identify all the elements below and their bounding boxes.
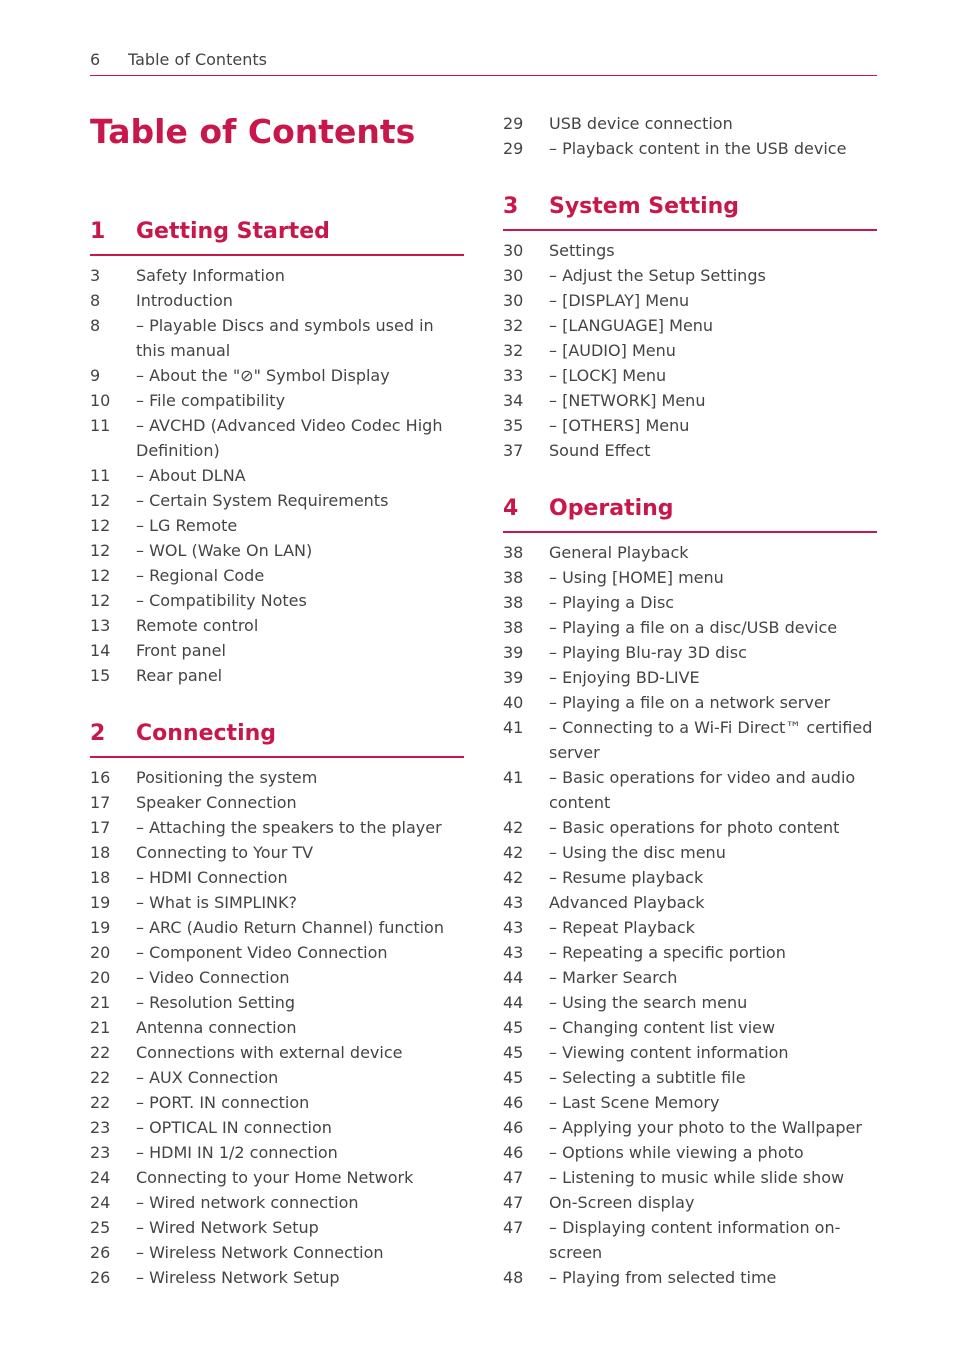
toc-entry-text: – Marker Search	[549, 968, 678, 987]
toc-entry-text: – Wired network connection	[136, 1193, 359, 1212]
toc-entry[interactable]	[503, 136, 877, 161]
toc-entry-text: Antenna connection	[136, 1018, 297, 1037]
toc-entry[interactable]	[503, 890, 877, 915]
toc-entry-text: On-Screen display	[549, 1193, 695, 1212]
toc-page-number: 20	[90, 968, 111, 987]
toc-entry[interactable]	[90, 1115, 464, 1140]
toc-entry-text: – Playing a file on a network server	[549, 693, 831, 712]
toc-entry-text: – Enjoying BD-LIVE	[549, 668, 700, 687]
toc-page-number: 38	[503, 618, 524, 637]
toc-page-number: 43	[503, 943, 524, 962]
toc-entry-text: – [AUDIO] Menu	[549, 341, 676, 360]
toc-entry[interactable]	[90, 990, 464, 1015]
toc-entry[interactable]	[90, 563, 464, 588]
toc-entry[interactable]	[90, 790, 464, 815]
toc-entry-text: – Basic operations for video and audio content	[549, 768, 856, 812]
toc-entry[interactable]	[503, 338, 877, 363]
toc-page-number: 17	[90, 793, 111, 812]
toc-entry-text: Connecting to your Home Network	[136, 1168, 414, 1187]
toc-entry-text: – ARC (Audio Return Channel) function	[136, 918, 444, 937]
toc-entry-text: – Connecting to a Wi-Fi Direct™ certified server	[549, 718, 873, 762]
toc-page-number: 23	[90, 1143, 111, 1162]
toc-section-connecting	[90, 719, 464, 1290]
section-heading	[90, 217, 464, 256]
toc-entry[interactable]	[503, 413, 877, 438]
toc-entry[interactable]	[503, 940, 877, 965]
toc-entry-text: Speaker Connection	[136, 793, 297, 812]
toc-entry-text: – Repeating a specific portion	[549, 943, 786, 962]
toc-entry-text: – AUX Connection	[136, 1068, 279, 1087]
toc-entry-text: – About DLNA	[136, 466, 246, 485]
toc-page-number: 11	[90, 466, 111, 485]
toc-entry[interactable]	[503, 665, 877, 690]
toc-entry[interactable]	[503, 965, 877, 990]
toc-page-number: 20	[90, 943, 111, 962]
toc-entry[interactable]	[90, 840, 464, 865]
toc-entry-text: – Certain System Requirements	[136, 491, 389, 510]
section-number: 4	[503, 496, 519, 521]
toc-page-number: 44	[503, 968, 524, 987]
toc-entry-list	[503, 111, 877, 161]
toc-page-number: 46	[503, 1093, 524, 1112]
toc-entry-text: Sound Effect	[549, 441, 651, 460]
section-number: 3	[503, 194, 519, 219]
toc-entry-text: – LG Remote	[136, 516, 238, 535]
toc-page-number: 12	[90, 566, 111, 585]
toc-entry[interactable]	[90, 765, 464, 790]
toc-page-number: 29	[503, 114, 524, 133]
toc-entry-text: – Playback content in the USB device	[549, 139, 847, 158]
toc-entry[interactable]	[90, 1165, 464, 1190]
toc-entry-text: – HDMI IN 1/2 connection	[136, 1143, 338, 1162]
toc-page-number: 3	[90, 266, 101, 285]
toc-page-number: 22	[90, 1093, 111, 1112]
toc-page-number: 43	[503, 918, 524, 937]
toc-page-number: 12	[90, 541, 111, 560]
toc-entry[interactable]	[90, 865, 464, 890]
toc-entry[interactable]	[90, 488, 464, 513]
toc-entry-text: – Compatibility Notes	[136, 591, 307, 610]
toc-entry[interactable]	[503, 840, 877, 865]
toc-entry-text: Front panel	[136, 641, 226, 660]
toc-entry[interactable]	[90, 915, 464, 940]
toc-entry-text: – Adjust the Setup Settings	[549, 266, 766, 285]
toc-page-number: 37	[503, 441, 524, 460]
toc-entry[interactable]	[90, 288, 464, 313]
toc-entry-list	[503, 238, 877, 463]
toc-entry[interactable]	[503, 1215, 877, 1265]
toc-entry-text: – Last Scene Memory	[549, 1093, 720, 1112]
toc-entry-text: – [NETWORK] Menu	[549, 391, 706, 410]
toc-entry[interactable]	[503, 765, 877, 815]
toc-page-number: 47	[503, 1193, 524, 1212]
section-title: Operating	[549, 496, 674, 521]
toc-page-number: 12	[90, 516, 111, 535]
toc-entry[interactable]	[90, 815, 464, 840]
toc-page-number: 39	[503, 643, 524, 662]
toc-entry-text: – Regional Code	[136, 566, 265, 585]
toc-section-operating	[503, 494, 877, 1290]
toc-entry[interactable]	[503, 288, 877, 313]
toc-entry-text: Positioning the system	[136, 768, 318, 787]
toc-entry[interactable]	[90, 313, 464, 363]
toc-entry-text: Advanced Playback	[549, 893, 705, 912]
toc-entry[interactable]	[90, 388, 464, 413]
toc-entry[interactable]	[90, 965, 464, 990]
toc-entry-text: Rear panel	[136, 666, 223, 685]
toc-entry-text: Remote control	[136, 616, 259, 635]
toc-entry[interactable]	[90, 1140, 464, 1165]
toc-page-number: 23	[90, 1118, 111, 1137]
section-heading	[90, 719, 464, 758]
toc-page-number: 9	[90, 366, 101, 385]
toc-entry[interactable]	[503, 690, 877, 715]
toc-page-number: 47	[503, 1218, 524, 1237]
toc-page-number: 40	[503, 693, 524, 712]
toc-continued-entries	[503, 111, 877, 161]
toc-entry-text: – Attaching the speakers to the player	[136, 818, 442, 837]
toc-entry[interactable]	[90, 1065, 464, 1090]
toc-page-number: 43	[503, 893, 524, 912]
toc-page-number: 45	[503, 1068, 524, 1087]
toc-entry-text: – Applying your photo to the Wallpaper	[549, 1118, 862, 1137]
toc-page-number: 24	[90, 1168, 111, 1187]
toc-page-number: 44	[503, 993, 524, 1012]
toc-entry[interactable]	[90, 1240, 464, 1265]
toc-entry-text: – Playing Blu-ray 3D disc	[549, 643, 747, 662]
toc-entry[interactable]	[503, 640, 877, 665]
toc-entry-text: – Resolution Setting	[136, 993, 296, 1012]
toc-entry[interactable]	[90, 1265, 464, 1290]
toc-entry[interactable]	[503, 1165, 877, 1190]
toc-page-number: 24	[90, 1193, 111, 1212]
toc-entry[interactable]	[503, 238, 877, 263]
toc-page-number: 32	[503, 341, 524, 360]
toc-page-number: 30	[503, 291, 524, 310]
page-header	[90, 48, 877, 76]
toc-page-number: 12	[90, 591, 111, 610]
toc-page-number: 38	[503, 568, 524, 587]
toc-page-number: 35	[503, 416, 524, 435]
section-heading	[503, 494, 877, 533]
toc-entry[interactable]	[90, 513, 464, 538]
toc-page-number: 42	[503, 818, 524, 837]
toc-page-number: 19	[90, 918, 111, 937]
toc-page-number: 17	[90, 818, 111, 837]
toc-page-number: 29	[503, 139, 524, 158]
toc-entry[interactable]	[503, 1140, 877, 1165]
toc-page-number: 21	[90, 1018, 111, 1037]
toc-page-number: 45	[503, 1043, 524, 1062]
toc-entry[interactable]	[503, 1015, 877, 1040]
toc-entry-text: – Using the disc menu	[549, 843, 726, 862]
toc-page-number: 14	[90, 641, 111, 660]
toc-entry[interactable]	[503, 438, 877, 463]
toc-entry[interactable]	[90, 1040, 464, 1065]
toc-entry[interactable]	[90, 1215, 464, 1240]
toc-page-number: 33	[503, 366, 524, 385]
toc-page-number: 19	[90, 893, 111, 912]
page-number: 6	[90, 50, 101, 69]
toc-entry-text: Connecting to Your TV	[136, 843, 314, 862]
toc-page-number: 41	[503, 768, 524, 787]
toc-entry[interactable]	[503, 1065, 877, 1090]
toc-page-number: 15	[90, 666, 111, 685]
toc-entry-text: – Listening to music while slide show	[549, 1168, 845, 1187]
toc-page-number: 26	[90, 1243, 111, 1262]
toc-page-number: 11	[90, 416, 111, 435]
toc-entry-text: – [LANGUAGE] Menu	[549, 316, 714, 335]
toc-entry[interactable]	[503, 540, 877, 565]
toc-entry[interactable]	[503, 715, 877, 765]
toc-page-number: 26	[90, 1268, 111, 1287]
toc-page-number: 38	[503, 543, 524, 562]
toc-page-number: 8	[90, 291, 101, 310]
toc-entry-text: – Resume playback	[549, 868, 704, 887]
toc-entry-text: – Basic operations for photo content	[549, 818, 840, 837]
toc-page-number: 8	[90, 316, 101, 335]
toc-entry-text: – HDMI Connection	[136, 868, 288, 887]
toc-entry-text: – Repeat Playback	[549, 918, 695, 937]
toc-entry[interactable]	[503, 915, 877, 940]
toc-entry-text: Introduction	[136, 291, 233, 310]
toc-page-number: 18	[90, 868, 111, 887]
toc-entry-text: – [LOCK] Menu	[549, 366, 667, 385]
toc-entry-text: – What is SIMPLINK?	[136, 893, 297, 912]
toc-entry[interactable]	[503, 1115, 877, 1140]
toc-entry-text: – Using the search menu	[549, 993, 748, 1012]
toc-entry-text: – WOL (Wake On LAN)	[136, 541, 313, 560]
toc-entry-text: – Wireless Network Connection	[136, 1243, 384, 1262]
toc-entry[interactable]	[503, 815, 877, 840]
toc-entry[interactable]	[503, 1090, 877, 1115]
toc-entry-text: – Component Video Connection	[136, 943, 388, 962]
toc-entry-text: Safety Information	[136, 266, 285, 285]
toc-page-number: 21	[90, 993, 111, 1012]
toc-page-number: 45	[503, 1018, 524, 1037]
toc-entry-text: – Playing from selected time	[549, 1268, 777, 1287]
toc-entry[interactable]	[503, 1265, 877, 1290]
toc-page-number: 46	[503, 1118, 524, 1137]
toc-entry-text: – AVCHD (Advanced Video Codec High Definition)	[136, 416, 443, 460]
toc-entry-text: – Selecting a subtitle file	[549, 1068, 746, 1087]
toc-entry[interactable]	[90, 1015, 464, 1040]
toc-page-number: 46	[503, 1143, 524, 1162]
toc-entry[interactable]	[503, 990, 877, 1015]
toc-entry-list	[90, 765, 464, 1290]
section-title: Connecting	[136, 721, 277, 746]
toc-entry-text: Connections with external device	[136, 1043, 403, 1062]
toc-page-number: 30	[503, 266, 524, 285]
toc-entry[interactable]	[503, 1040, 877, 1065]
toc-page-number: 42	[503, 843, 524, 862]
toc-entry[interactable]	[90, 538, 464, 563]
section-number: 1	[90, 219, 106, 244]
toc-entry[interactable]	[503, 263, 877, 288]
toc-page-number: 12	[90, 491, 111, 510]
toc-entry[interactable]	[503, 590, 877, 615]
toc-entry[interactable]	[503, 615, 877, 640]
toc-entry-text: – [OTHERS] Menu	[549, 416, 690, 435]
toc-entry-text: – Wired Network Setup	[136, 1218, 319, 1237]
toc-entry[interactable]	[90, 1090, 464, 1115]
section-heading	[503, 192, 877, 231]
toc-page-number: 16	[90, 768, 111, 787]
toc-page-number: 10	[90, 391, 111, 410]
toc-entry[interactable]	[90, 413, 464, 463]
toc-entry-text: – Playing a file on a disc/USB device	[549, 618, 838, 637]
toc-page-number: 47	[503, 1168, 524, 1187]
toc-entry[interactable]	[90, 663, 464, 688]
toc-section-system-setting	[503, 192, 877, 463]
toc-entry[interactable]	[90, 1190, 464, 1215]
toc-entry[interactable]	[503, 111, 877, 136]
toc-entry-text: Settings	[549, 241, 615, 260]
toc-entry[interactable]	[90, 263, 464, 288]
toc-entry-text: – Using [HOME] menu	[549, 568, 724, 587]
toc-entry[interactable]	[503, 565, 877, 590]
toc-page-number: 42	[503, 868, 524, 887]
toc-page-number: 22	[90, 1043, 111, 1062]
toc-section-getting-started	[90, 217, 464, 688]
section-number: 2	[90, 721, 106, 746]
toc-entry-text: – Viewing content information	[549, 1043, 789, 1062]
toc-page-number: 18	[90, 843, 111, 862]
toc-entry-list	[503, 540, 877, 1290]
toc-entry-text: – OPTICAL IN connection	[136, 1118, 332, 1137]
toc-entry[interactable]	[90, 638, 464, 663]
toc-entry-text: – Changing content list view	[549, 1018, 776, 1037]
toc-entry[interactable]	[90, 890, 464, 915]
toc-page-number: 38	[503, 593, 524, 612]
toc-page-number: 32	[503, 316, 524, 335]
toc-entry-list	[90, 263, 464, 688]
toc-entry-text: General Playback	[549, 543, 689, 562]
toc-page-number: 22	[90, 1068, 111, 1087]
toc-page-number: 39	[503, 668, 524, 687]
toc-entry[interactable]	[90, 940, 464, 965]
toc-entry[interactable]	[90, 363, 464, 388]
toc-entry[interactable]	[503, 1190, 877, 1215]
toc-entry[interactable]	[503, 865, 877, 890]
toc-entry-text: – File compatibility	[136, 391, 286, 410]
toc-entry[interactable]	[90, 613, 464, 638]
toc-page-number: 30	[503, 241, 524, 260]
toc-entry-text: – About the "⊘" Symbol Display	[136, 366, 390, 385]
toc-entry-text: USB device connection	[549, 114, 733, 133]
toc-entry-text: – PORT. IN connection	[136, 1093, 310, 1112]
toc-page-number: 48	[503, 1268, 524, 1287]
section-title: Getting Started	[136, 219, 330, 244]
section-title: System Setting	[549, 194, 740, 219]
toc-entry-text: – Wireless Network Setup	[136, 1268, 340, 1287]
toc-entry[interactable]	[90, 463, 464, 488]
toc-page-number: 13	[90, 616, 111, 635]
toc-entry-text: – [DISPLAY] Menu	[549, 291, 690, 310]
toc-page-number: 41	[503, 718, 524, 737]
toc-entry[interactable]	[503, 363, 877, 388]
header-title: Table of Contents	[128, 50, 267, 69]
toc-entry[interactable]	[90, 588, 464, 613]
page-title: Table of Contents	[90, 112, 416, 151]
toc-entry-text: – Options while viewing a photo	[549, 1143, 804, 1162]
toc-entry-text: – Video Connection	[136, 968, 290, 987]
toc-page-number: 34	[503, 391, 524, 410]
toc-entry[interactable]	[503, 388, 877, 413]
toc-entry-text: – Playable Discs and symbols used in this manual	[136, 316, 434, 360]
toc-page-number: 25	[90, 1218, 111, 1237]
toc-entry-text: – Displaying content information on-screen	[549, 1218, 841, 1262]
toc-entry-text: – Playing a Disc	[549, 593, 675, 612]
toc-entry[interactable]	[503, 313, 877, 338]
